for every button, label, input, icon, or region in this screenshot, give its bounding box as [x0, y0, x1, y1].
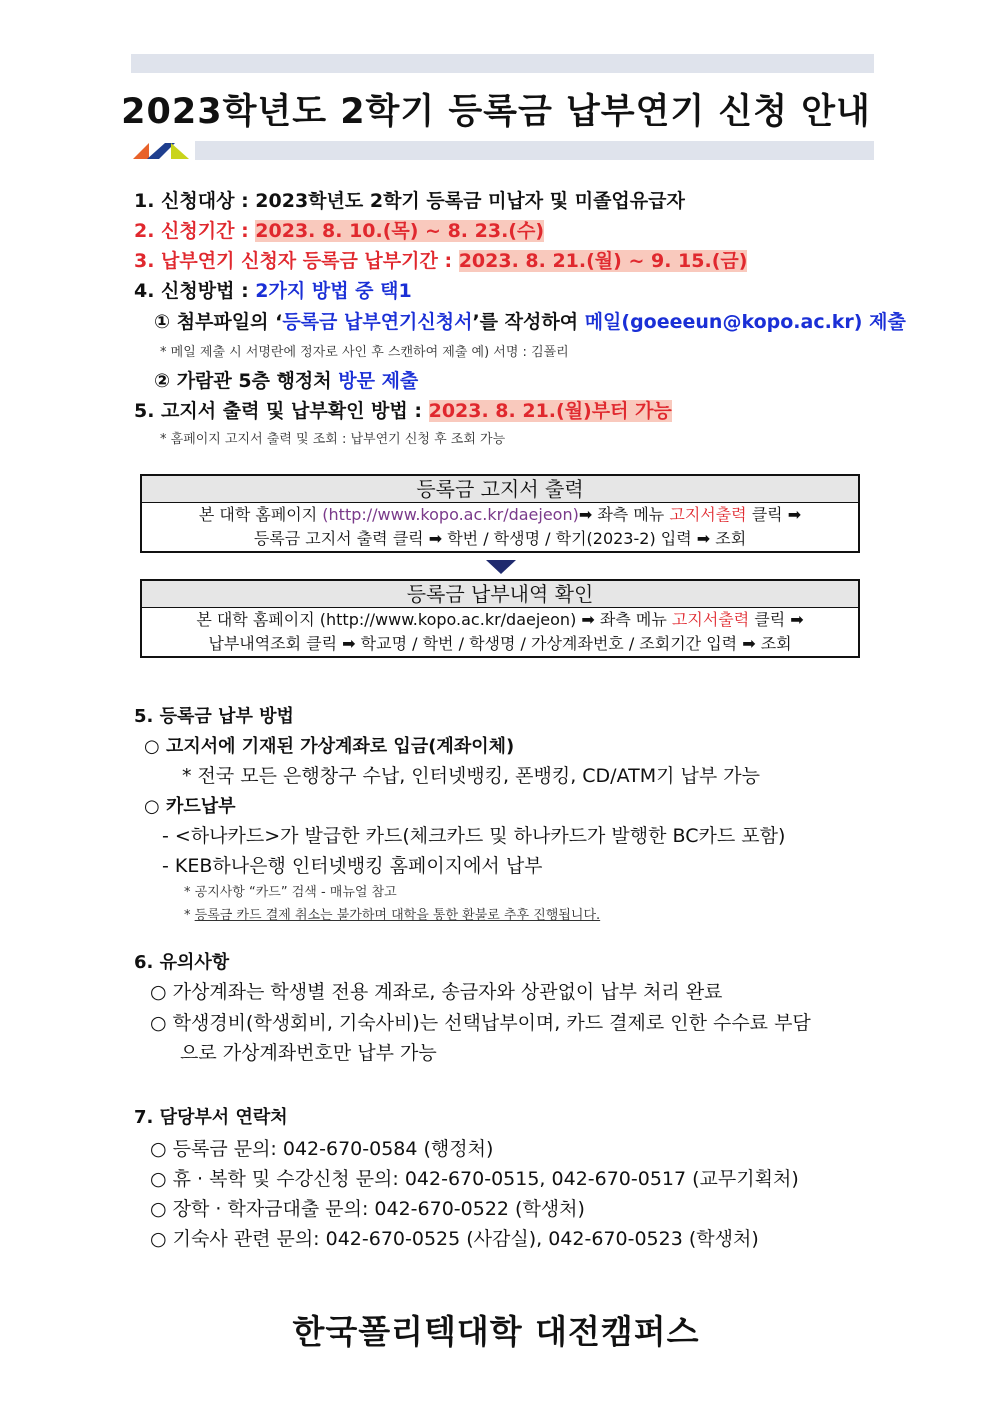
- top-bar: [131, 54, 874, 73]
- section-5-heading: 5. 등록금 납부 방법: [134, 706, 294, 727]
- pay-period: 2023. 8. 21.(월) ~ 9. 15.(금): [458, 250, 748, 272]
- method-1-note: * 메일 제출 시 서명란에 정자로 사인 후 스캔하여 제출 예) 서명 : 김폴리: [160, 345, 569, 360]
- item-2: 2. 신청기간 : 2023. 8. 10.(목) ~ 8. 23.(수): [134, 220, 545, 242]
- box-line-2: 납부내역조회 클릭 ➡ 학교명 / 학번 / 학생명 / 가상계좌번호 / 조회기간 입력 ➡ 조회: [208, 634, 792, 653]
- apply-period: 2023. 8. 10.(목) ~ 8. 23.(수): [255, 220, 545, 242]
- item-3: 3. 납부연기 신청자 등록금 납부기간 : 2023. 8. 21.(월) ~ 9. 15.(금): [134, 250, 748, 272]
- sec5-detail-1: - <하나카드>가 발급한 카드(체크카드 및 하나카드가 발행한 BC카드 포함): [162, 825, 786, 847]
- down-arrow-icon: [486, 560, 516, 574]
- box-line-1: 본 대학 홈페이지 (http://www.kopo.ac.kr/daejeon) ➡ 좌측 메뉴 고지서출력 클릭 ➡: [196, 610, 804, 629]
- box-line-1: 본 대학 홈페이지 (http://www.kopo.ac.kr/daejeon)➡ 좌측 메뉴 고지서출력 클릭 ➡: [198, 505, 802, 524]
- item-4: 4. 신청방법 : 2가지 방법 중 택1: [134, 280, 412, 302]
- bottom-title-bar: [195, 141, 874, 160]
- sec6-item-1: ○ 가상계좌는 학생별 전용 계좌로, 송금자와 상관없이 납부 처리 완료: [150, 981, 723, 1003]
- box-heading: 등록금 고지서 출력: [142, 476, 858, 503]
- section-7-heading: 7. 담당부서 연락처: [134, 1107, 288, 1128]
- sec5-note-1: * 공지사항 “카드” 검색 - 매뉴얼 참고: [184, 885, 397, 900]
- contact-dormitory: ○ 기숙사 관련 문의: 042-670-0525 (사감실), 042-670-0523 (학생처): [150, 1228, 759, 1250]
- contact-academic: ○ 휴 · 복학 및 수강신청 문의: 042-670-0515, 042-670-0517 (교무기획처): [150, 1168, 799, 1190]
- sec6-item-2-cont: 으로 가상계좌번호만 납부 가능: [180, 1042, 437, 1064]
- footer-campus-name: 한국폴리텍대학 대전캠퍼스: [292, 1312, 700, 1351]
- logo-triangles-icon: [131, 141, 195, 161]
- page-title: 2023학년도 2학기 등록금 납부연기 신청 안내: [121, 92, 871, 132]
- method-2: ② 가람관 5층 행정처 방문 제출: [154, 370, 419, 392]
- sec5-detail-2: - KEB하나은행 인터넷뱅킹 홈페이지에서 납부: [162, 855, 543, 877]
- homepage-link[interactable]: (http://www.kopo.ac.kr/daejeon): [322, 505, 579, 524]
- item-5-note: * 홈페이지 고지서 출력 및 조회 : 납부연기 신청 후 조회 가능: [160, 432, 506, 447]
- sec5-option-1-note: * 전국 모든 은행창구 수납, 인터넷뱅킹, 폰뱅킹, CD/ATM기 납부 가능: [182, 765, 760, 787]
- contact-scholarship: ○ 장학 · 학자금대출 문의: 042-670-0522 (학생처): [150, 1198, 585, 1220]
- payment-check-box: [140, 579, 860, 658]
- email-link[interactable]: 메일(goeeeun@kopo.ac.kr) 제출: [584, 311, 906, 333]
- sec5-option-2: ○ 카드납부: [144, 796, 236, 817]
- sec6-item-2: ○ 학생경비(학생회비, 기숙사비)는 선택납부이며, 카드 결제로 인한 수수료 부담: [150, 1012, 811, 1034]
- item-1: 1. 신청대상 : 2023학년도 2학기 등록금 미납자 및 미졸업유급자: [134, 190, 685, 212]
- sec5-note-2: * 등록금 카드 결제 취소는 불가하며 대학을 통한 환불로 추후 진행됩니다.: [184, 908, 601, 923]
- item-5: 5. 고지서 출력 및 납부확인 방법 : 2023. 8. 21.(월)부터 가능: [134, 400, 672, 422]
- method-1: ① 첨부파일의 ‘등록금 납부연기신청서’를 작성하여 메일(goeeeun@kopo.ac.kr) 제출: [154, 311, 906, 333]
- notice-print-box: [140, 474, 860, 553]
- contact-tuition: ○ 등록금 문의: 042-670-0584 (행정처): [150, 1138, 494, 1160]
- box-line-2: 등록금 고지서 출력 클릭 ➡ 학번 / 학생명 / 학기(2023-2) 입력 ➡ 조회: [253, 529, 747, 548]
- section-6-heading: 6. 유의사항: [134, 952, 230, 973]
- sec5-option-1: ○ 고지서에 기재된 가상계좌로 입금(계좌이체): [144, 736, 515, 757]
- box-heading: 등록금 납부내역 확인: [142, 581, 858, 608]
